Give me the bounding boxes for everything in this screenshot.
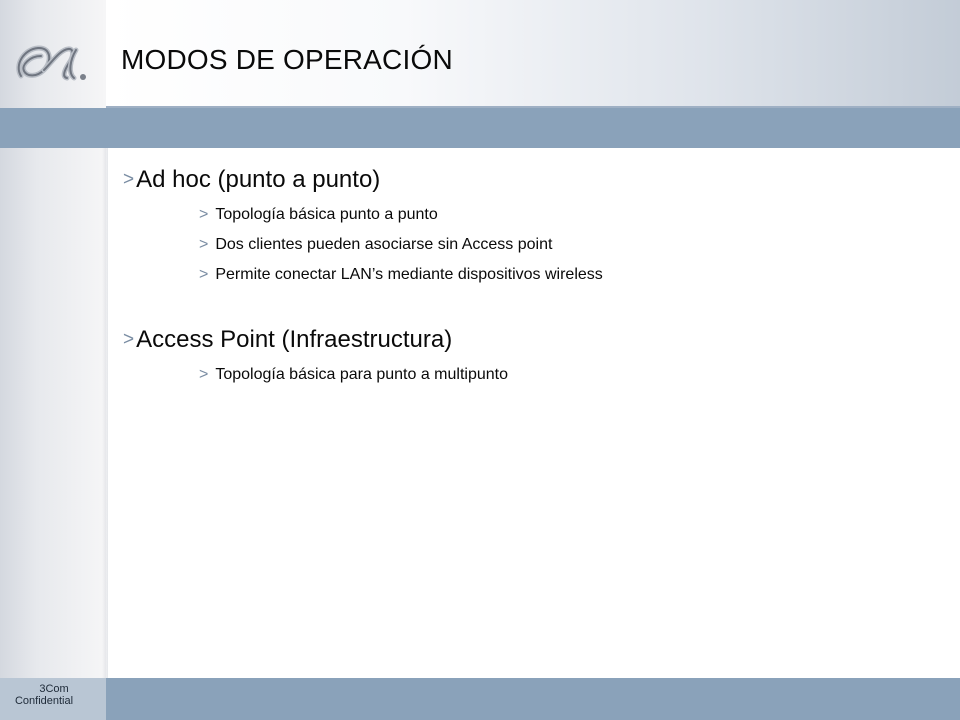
sub-bullet-text: Topología básica para punto a multipunto [215, 366, 508, 383]
footer-confidential: Confidential [14, 695, 74, 707]
left-decorative-band [0, 0, 106, 678]
slide-title: MODOS DE OPERACIÓN [121, 44, 453, 75]
sub-bullet-marker: > [199, 366, 209, 383]
bullet-marker: > [123, 329, 135, 350]
footer-bar [0, 678, 960, 720]
sub-bullet-text: Topología básica punto a punto [215, 206, 438, 223]
left-band-shadow [102, 148, 108, 678]
bullet-text: Access Point (Infraestructura) [136, 326, 453, 353]
3com-logo-icon [16, 40, 96, 85]
sub-bullet-dos-clientes [199, 236, 552, 254]
bullet-access-point [123, 326, 452, 354]
sub-bullet-text: Permite conectar LAN’s mediante dispositivos wireless [215, 266, 603, 283]
sub-bullet-permite-conectar [199, 266, 603, 284]
sub-bullet-marker: > [199, 266, 209, 283]
sub-bullet-marker: > [199, 206, 209, 223]
header-accent-bar [0, 108, 960, 148]
bullet-marker: > [123, 169, 135, 190]
footer-confidential-label [0, 683, 106, 707]
bullet-ad-hoc [123, 166, 380, 194]
bullet-text: Ad hoc (punto a punto) [136, 166, 381, 193]
sub-bullet-text: Dos clientes pueden asociarse sin Access point [215, 236, 553, 253]
sub-bullet-marker: > [199, 236, 209, 253]
sub-bullet-topologia-punto [199, 206, 438, 224]
footer-company: 3Com [39, 683, 69, 695]
sub-bullet-topologia-multipunto [199, 366, 508, 384]
